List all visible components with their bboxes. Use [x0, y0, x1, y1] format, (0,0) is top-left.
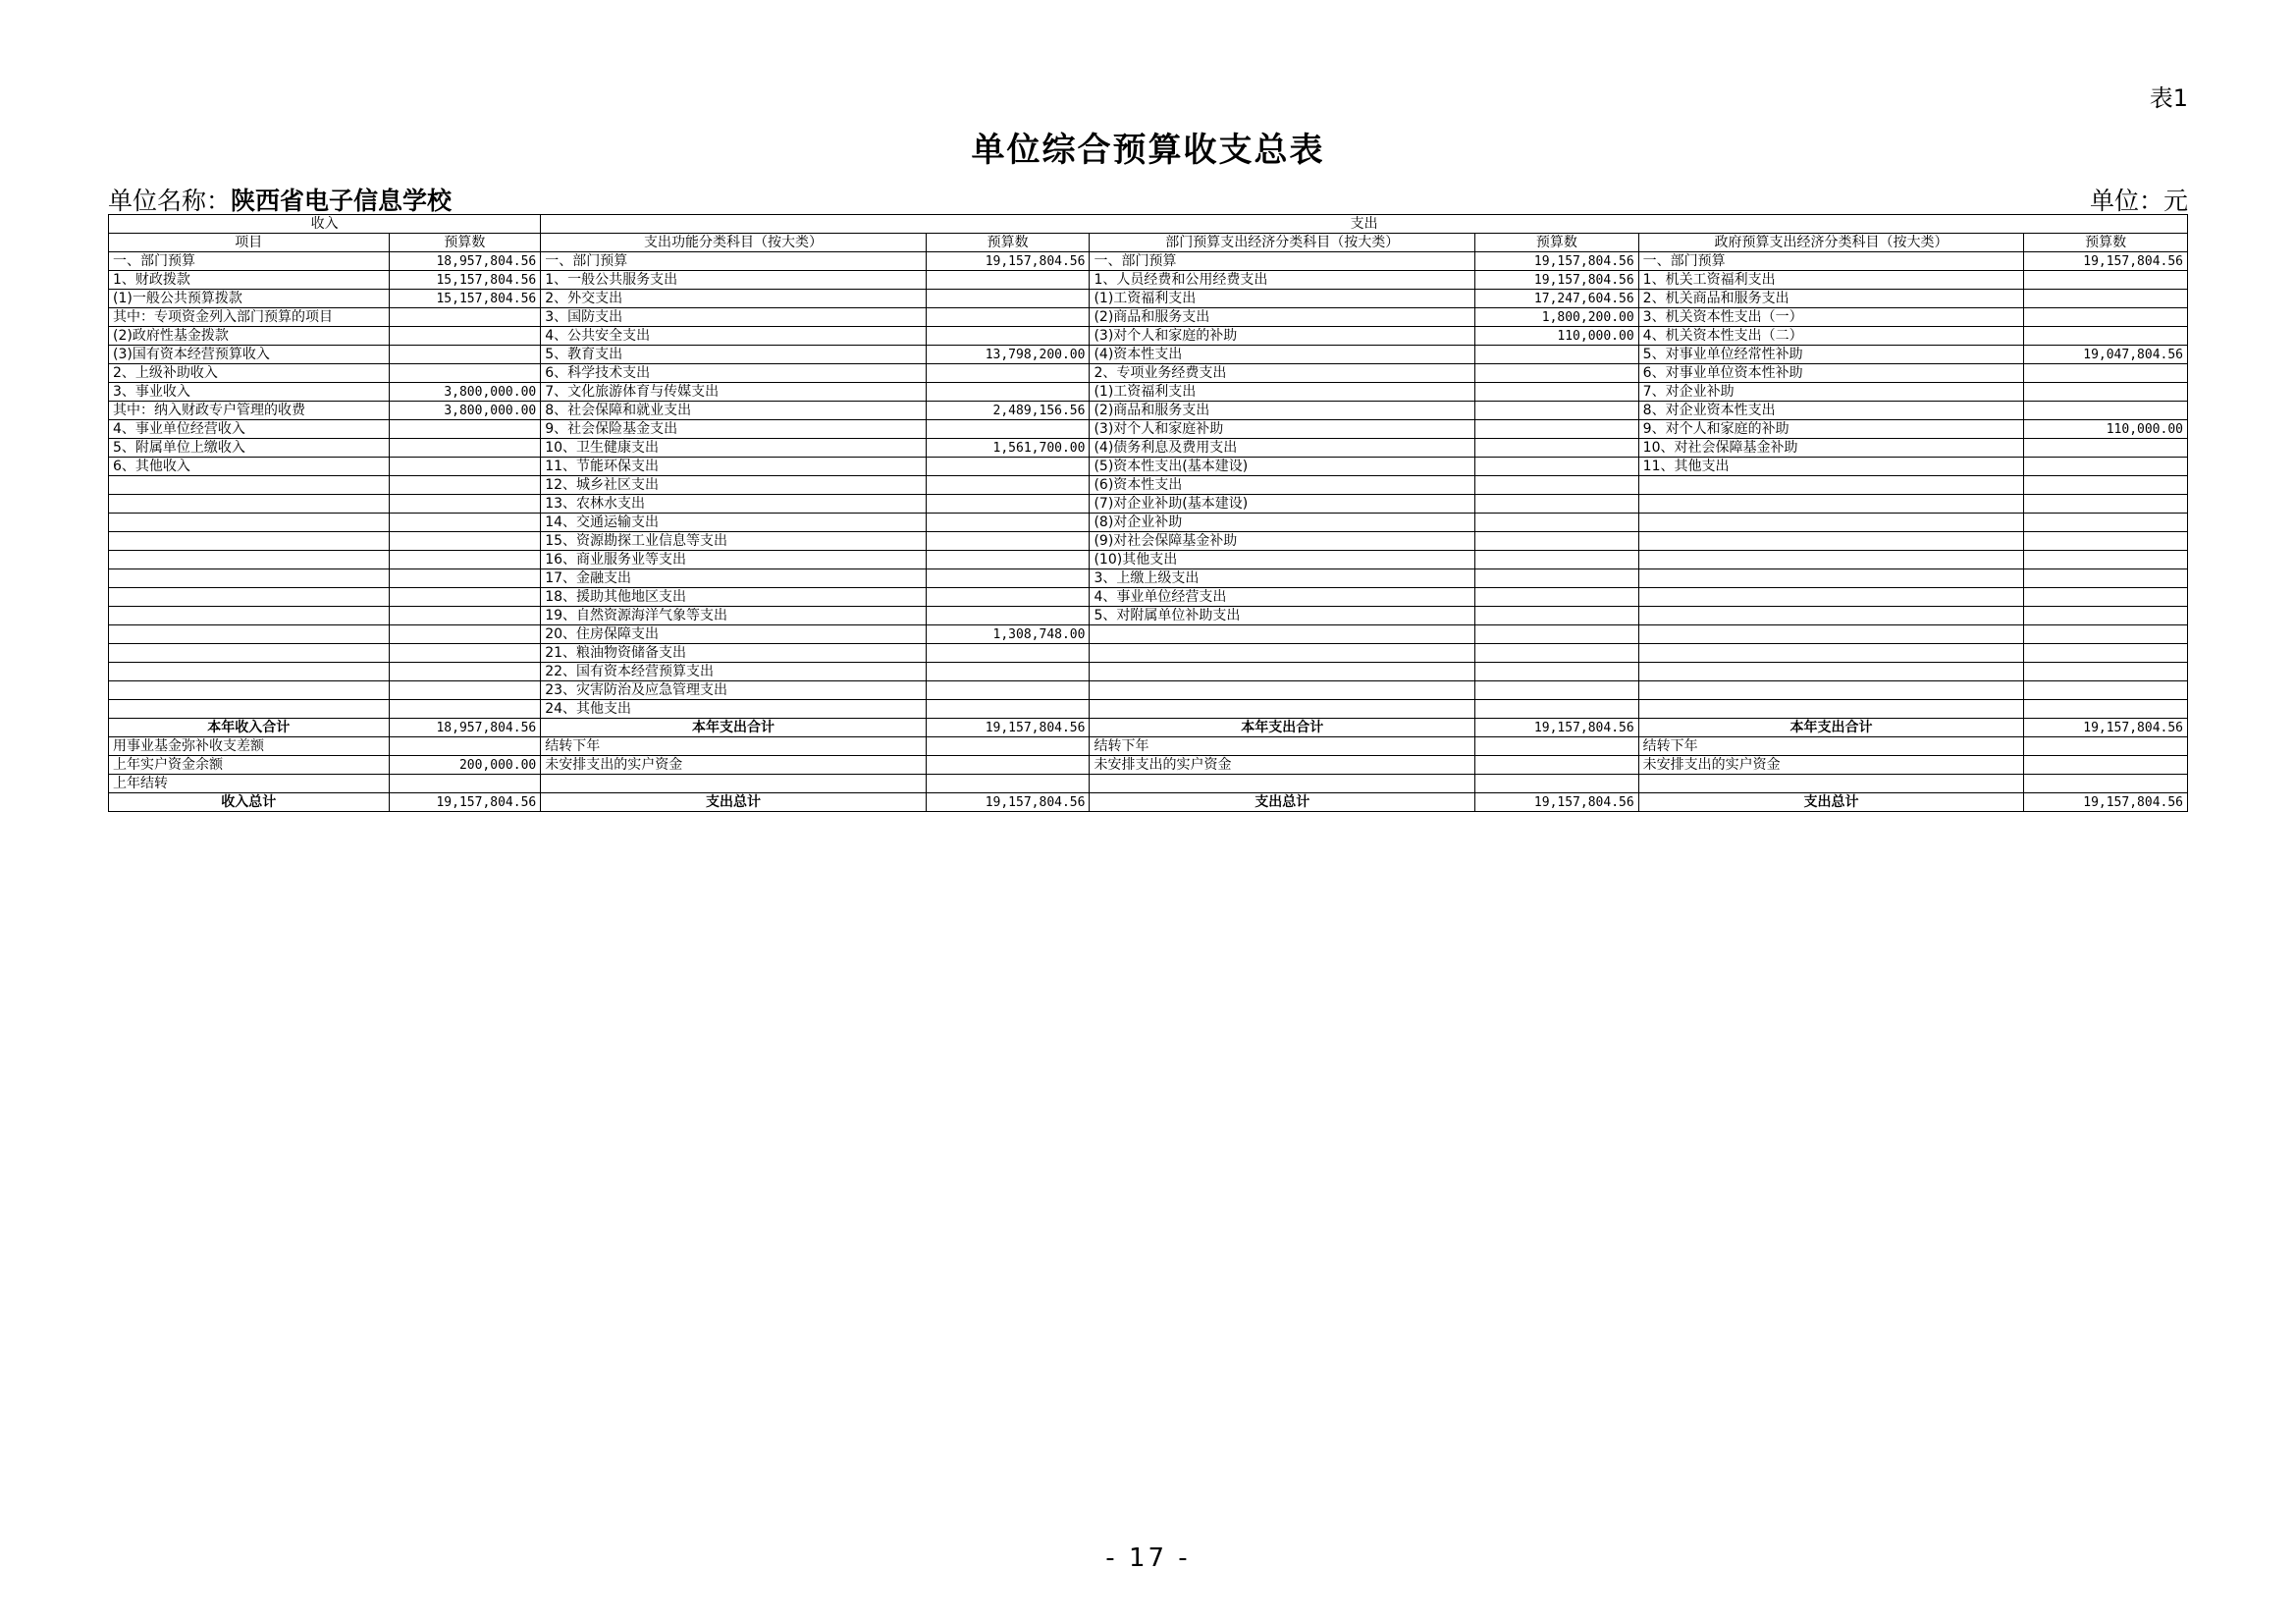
cell-income-label: [109, 514, 390, 532]
unit-name-block: [108, 182, 452, 217]
cell-gov-value: 110,000.00: [2024, 420, 2188, 439]
cell-func-label: 2、外交支出: [541, 290, 927, 308]
cell-gov-label: 2、机关商品和服务支出: [1638, 290, 2024, 308]
cell-dept-value: 17,247,604.56: [1475, 290, 1639, 308]
cell-income-value: [389, 476, 541, 495]
cell-dept-label: (4)债务利息及费用支出: [1090, 439, 1475, 458]
cell-func-label: 7、文化旅游体育与传媒支出: [541, 383, 927, 402]
cell-func-value: [926, 569, 1090, 588]
cell-income-value: [389, 644, 541, 663]
cell-income-value: [389, 346, 541, 364]
tail-func-label: [541, 775, 927, 793]
cell-income-value: [389, 514, 541, 532]
table-tail-row: [109, 756, 2188, 775]
table-row: [109, 271, 2188, 290]
page-title: 单位综合预算收支总表: [971, 131, 1325, 170]
cell-income-value: [389, 588, 541, 607]
tail-dept-value: [1475, 775, 1639, 793]
cell-income-value: [389, 551, 541, 569]
cell-gov-value: [2024, 588, 2188, 607]
cell-func-value: [926, 551, 1090, 569]
tail-func-value: [926, 737, 1090, 756]
cell-income-value: [389, 663, 541, 681]
cell-gov-label: [1638, 495, 2024, 514]
table-total-row: [109, 793, 2188, 812]
cell-gov-value: [2024, 569, 2188, 588]
cell-dept-value: [1475, 625, 1639, 644]
cell-gov-value: [2024, 495, 2188, 514]
cell-func-label: 12、城乡社区支出: [541, 476, 927, 495]
cell-gov-value: [2024, 551, 2188, 569]
cell-func-value: [926, 607, 1090, 625]
cell-income-label: (2)政府性基金拨款: [109, 327, 390, 346]
cell-dept-label: 4、事业单位经营支出: [1090, 588, 1475, 607]
table-row: [109, 551, 2188, 569]
cell-func-label: 18、援助其他地区支出: [541, 588, 927, 607]
table-row: [109, 308, 2188, 327]
cell-func-value: [926, 364, 1090, 383]
cell-func-label: 9、社会保险基金支出: [541, 420, 927, 439]
cell-gov-label: [1638, 700, 2024, 719]
page-number: - 17 -: [1105, 1543, 1191, 1573]
tail-dept-value: [1475, 756, 1639, 775]
cell-dept-value: [1475, 644, 1639, 663]
cell-income-label: 2、上级补助收入: [109, 364, 390, 383]
cell-gov-value: [2024, 364, 2188, 383]
table-row: [109, 681, 2188, 700]
cell-func-label: 22、国有资本经营预算支出: [541, 663, 927, 681]
tail-income-label: 上年结转: [109, 775, 390, 793]
cell-gov-label: 8、对企业资本性支出: [1638, 402, 2024, 420]
cell-dept-value: [1475, 569, 1639, 588]
cell-gov-label: 9、对个人和家庭的补助: [1638, 420, 2024, 439]
cell-func-value: [926, 271, 1090, 290]
cell-dept-value: [1475, 439, 1639, 458]
table-row: [109, 458, 2188, 476]
cell-dept-label: 5、对附属单位补助支出: [1090, 607, 1475, 625]
cell-dept-value: [1475, 346, 1639, 364]
tail-func-value: [926, 756, 1090, 775]
cell-func-value: [926, 644, 1090, 663]
cell-dept-label: 1、人员经费和公用经费支出: [1090, 271, 1475, 290]
total-gov-value: 19,157,804.56: [2024, 793, 2188, 812]
cell-income-value: [389, 569, 541, 588]
cell-income-label: 其中：专项资金列入部门预算的项目: [109, 308, 390, 327]
cell-dept-value: [1475, 420, 1639, 439]
cell-func-value: [926, 420, 1090, 439]
tail-income-value: 200,000.00: [389, 756, 541, 775]
unit-name-label: 单位名称：: [108, 187, 232, 215]
cell-func-label: 5、教育支出: [541, 346, 927, 364]
table-row: [109, 420, 2188, 439]
sheet-label: 表1: [2149, 84, 2188, 112]
cell-income-label: [109, 625, 390, 644]
tail-gov-label: 结转下年: [1638, 737, 2024, 756]
cell-func-label: 20、住房保障支出: [541, 625, 927, 644]
cell-gov-label: [1638, 681, 2024, 700]
total-income-value: 19,157,804.56: [389, 793, 541, 812]
unit-name-value: 陕西省电子信息学校: [231, 187, 453, 215]
table-row: [109, 327, 2188, 346]
table-column-header-row: [109, 234, 2188, 252]
cell-dept-label: [1090, 700, 1475, 719]
cell-func-label: 11、节能环保支出: [541, 458, 927, 476]
cell-gov-label: 一、部门预算: [1638, 252, 2024, 271]
cell-dept-label: [1090, 625, 1475, 644]
cell-dept-value: [1475, 402, 1639, 420]
cell-dept-value: [1475, 514, 1639, 532]
table-row: [109, 290, 2188, 308]
table-row: [109, 364, 2188, 383]
subtotal-func-label: 本年支出合计: [541, 719, 927, 737]
table-row: [109, 625, 2188, 644]
cell-func-value: [926, 327, 1090, 346]
cell-gov-value: [2024, 308, 2188, 327]
cell-func-value: [926, 290, 1090, 308]
cell-income-value: [389, 495, 541, 514]
header-func-item: 支出功能分类科目（按大类）: [541, 234, 927, 252]
cell-income-value: [389, 700, 541, 719]
header-gov-econ-budget: 预算数: [2024, 234, 2188, 252]
cell-gov-label: 11、其他支出: [1638, 458, 2024, 476]
cell-income-value: 15,157,804.56: [389, 271, 541, 290]
table-row: [109, 607, 2188, 625]
cell-dept-label: (10)其他支出: [1090, 551, 1475, 569]
cell-dept-value: [1475, 663, 1639, 681]
cell-func-label: 6、科学技术支出: [541, 364, 927, 383]
header-income-group: 收入: [109, 215, 541, 234]
table-tail-row: [109, 737, 2188, 756]
table-row: [109, 495, 2188, 514]
header-income-item: 项目: [109, 234, 390, 252]
cell-gov-value: [2024, 663, 2188, 681]
cell-gov-label: 10、对社会保障基金补助: [1638, 439, 2024, 458]
cell-income-label: [109, 700, 390, 719]
cell-func-label: 14、交通运输支出: [541, 514, 927, 532]
tail-income-label: 用事业基金弥补收支差额: [109, 737, 390, 756]
cell-dept-value: [1475, 495, 1639, 514]
cell-income-value: [389, 681, 541, 700]
cell-dept-value: 19,157,804.56: [1475, 271, 1639, 290]
cell-income-label: 5、附属单位上缴收入: [109, 439, 390, 458]
cell-dept-value: [1475, 700, 1639, 719]
cell-func-label: 24、其他支出: [541, 700, 927, 719]
table-row: [109, 532, 2188, 551]
cell-gov-label: [1638, 569, 2024, 588]
cell-func-value: 1,561,700.00: [926, 439, 1090, 458]
cell-gov-value: [2024, 625, 2188, 644]
cell-income-value: [389, 308, 541, 327]
table-row: [109, 588, 2188, 607]
table-header: [109, 215, 2188, 252]
cell-gov-label: 5、对事业单位经常性补助: [1638, 346, 2024, 364]
cell-gov-label: 3、机关资本性支出（一）: [1638, 308, 2024, 327]
cell-func-value: 1,308,748.00: [926, 625, 1090, 644]
cell-dept-value: [1475, 588, 1639, 607]
tail-gov-value: [2024, 756, 2188, 775]
cell-dept-label: (4)资本性支出: [1090, 346, 1475, 364]
cell-func-label: 3、国防支出: [541, 308, 927, 327]
table-row: [109, 476, 2188, 495]
cell-dept-value: [1475, 607, 1639, 625]
cell-gov-label: [1638, 532, 2024, 551]
document-meta: [108, 182, 2188, 217]
cell-income-value: [389, 458, 541, 476]
cell-dept-label: (3)对个人和家庭的补助: [1090, 327, 1475, 346]
cell-gov-label: 1、机关工资福利支出: [1638, 271, 2024, 290]
cell-income-label: [109, 569, 390, 588]
table-row: [109, 663, 2188, 681]
cell-func-label: 21、粮油物资储备支出: [541, 644, 927, 663]
cell-func-label: 23、灾害防治及应急管理支出: [541, 681, 927, 700]
subtotal-func-value: 19,157,804.56: [926, 719, 1090, 737]
cell-gov-label: [1638, 607, 2024, 625]
total-func-value: 19,157,804.56: [926, 793, 1090, 812]
cell-gov-value: [2024, 514, 2188, 532]
cell-func-value: [926, 514, 1090, 532]
cell-dept-value: [1475, 458, 1639, 476]
cell-func-value: [926, 458, 1090, 476]
cell-func-value: [926, 588, 1090, 607]
header-dept-econ-budget: 预算数: [1475, 234, 1639, 252]
cell-dept-label: (1)工资福利支出: [1090, 290, 1475, 308]
cell-func-label: 15、资源勘探工业信息等支出: [541, 532, 927, 551]
table-tail-row: [109, 775, 2188, 793]
cell-func-value: [926, 476, 1090, 495]
cell-func-value: [926, 495, 1090, 514]
tail-gov-value: [2024, 737, 2188, 756]
table-row: [109, 402, 2188, 420]
cell-func-label: 10、卫生健康支出: [541, 439, 927, 458]
cell-income-label: [109, 644, 390, 663]
cell-dept-label: (8)对企业补助: [1090, 514, 1475, 532]
cell-dept-label: [1090, 644, 1475, 663]
cell-dept-label: (2)商品和服务支出: [1090, 402, 1475, 420]
header-dept-econ-item: 部门预算支出经济分类科目（按大类）: [1090, 234, 1475, 252]
cell-income-label: (3)国有资本经营预算收入: [109, 346, 390, 364]
cell-gov-value: 19,047,804.56: [2024, 346, 2188, 364]
tail-dept-label: 未安排支出的实户资金: [1090, 756, 1475, 775]
cell-gov-value: [2024, 644, 2188, 663]
tail-gov-label: [1638, 775, 2024, 793]
subtotal-dept-value: 19,157,804.56: [1475, 719, 1639, 737]
tail-gov-value: [2024, 775, 2188, 793]
cell-gov-value: [2024, 271, 2188, 290]
cell-income-label: [109, 607, 390, 625]
cell-dept-value: [1475, 681, 1639, 700]
cell-func-value: [926, 383, 1090, 402]
cell-gov-label: [1638, 514, 2024, 532]
cell-dept-value: [1475, 476, 1639, 495]
tail-income-label: 上年实户资金余额: [109, 756, 390, 775]
cell-dept-label: [1090, 663, 1475, 681]
cell-income-label: [109, 495, 390, 514]
cell-income-value: [389, 327, 541, 346]
total-dept-label: 支出总计: [1090, 793, 1475, 812]
cell-gov-label: [1638, 476, 2024, 495]
cell-income-value: [389, 364, 541, 383]
tail-income-value: [389, 775, 541, 793]
cell-dept-label: (7)对企业补助(基本建设): [1090, 495, 1475, 514]
cell-income-label: (1)一般公共预算拨款: [109, 290, 390, 308]
cell-income-label: 1、财政拨款: [109, 271, 390, 290]
tail-func-label: 未安排支出的实户资金: [541, 756, 927, 775]
cell-gov-label: 7、对企业补助: [1638, 383, 2024, 402]
subtotal-gov-value: 19,157,804.56: [2024, 719, 2188, 737]
table-row: [109, 700, 2188, 719]
cell-gov-label: [1638, 625, 2024, 644]
cell-gov-label: [1638, 551, 2024, 569]
cell-income-label: [109, 532, 390, 551]
table-body: [109, 252, 2188, 812]
cell-func-label: 4、公共安全支出: [541, 327, 927, 346]
header-expense-group: 支出: [541, 215, 2188, 234]
header-gov-econ-item: 政府预算支出经济分类科目（按大类）: [1638, 234, 2024, 252]
subtotal-gov-label: 本年支出合计: [1638, 719, 2024, 737]
cell-income-value: [389, 607, 541, 625]
cell-gov-label: [1638, 644, 2024, 663]
cell-income-label: [109, 588, 390, 607]
cell-func-value: [926, 663, 1090, 681]
cell-income-value: [389, 532, 541, 551]
tail-dept-label: [1090, 775, 1475, 793]
cell-gov-value: [2024, 383, 2188, 402]
subtotal-income-value: 18,957,804.56: [389, 719, 541, 737]
cell-func-label: 17、金融支出: [541, 569, 927, 588]
cell-gov-value: [2024, 700, 2188, 719]
cell-dept-label: (5)资本性支出(基本建设): [1090, 458, 1475, 476]
cell-income-value: [389, 420, 541, 439]
cell-gov-label: 6、对事业单位资本性补助: [1638, 364, 2024, 383]
cell-gov-label: 4、机关资本性支出（二）: [1638, 327, 2024, 346]
cell-dept-label: [1090, 681, 1475, 700]
cell-func-value: [926, 308, 1090, 327]
cell-gov-value: [2024, 458, 2188, 476]
cell-income-label: [109, 681, 390, 700]
cell-income-label: 6、其他收入: [109, 458, 390, 476]
cell-gov-value: [2024, 439, 2188, 458]
tail-func-value: [926, 775, 1090, 793]
cell-gov-value: 19,157,804.56: [2024, 252, 2188, 271]
total-income-label: 收入总计: [109, 793, 390, 812]
table-row: [109, 569, 2188, 588]
cell-gov-label: [1638, 588, 2024, 607]
table-subtotal-row: [109, 719, 2188, 737]
cell-func-value: [926, 700, 1090, 719]
tail-dept-value: [1475, 737, 1639, 756]
cell-income-value: 3,800,000.00: [389, 383, 541, 402]
cell-dept-label: (6)资本性支出: [1090, 476, 1475, 495]
cell-func-value: 13,798,200.00: [926, 346, 1090, 364]
cell-income-value: 3,800,000.00: [389, 402, 541, 420]
cell-func-label: 8、社会保障和就业支出: [541, 402, 927, 420]
cell-gov-value: [2024, 402, 2188, 420]
subtotal-dept-label: 本年支出合计: [1090, 719, 1475, 737]
table-row: [109, 439, 2188, 458]
cell-dept-label: (1)工资福利支出: [1090, 383, 1475, 402]
cell-income-label: 3、事业收入: [109, 383, 390, 402]
cell-dept-label: (3)对个人和家庭补助: [1090, 420, 1475, 439]
budget-table: [108, 214, 2188, 812]
cell-func-label: 19、自然资源海洋气象等支出: [541, 607, 927, 625]
cell-func-value: 19,157,804.56: [926, 252, 1090, 271]
cell-income-value: 15,157,804.56: [389, 290, 541, 308]
tail-gov-label: 未安排支出的实户资金: [1638, 756, 2024, 775]
cell-dept-value: [1475, 551, 1639, 569]
header-func-budget: 预算数: [926, 234, 1090, 252]
cell-dept-label: (9)对社会保障基金补助: [1090, 532, 1475, 551]
cell-income-label: [109, 663, 390, 681]
header-income-budget: 预算数: [389, 234, 541, 252]
cell-dept-value: [1475, 532, 1639, 551]
cell-gov-label: [1638, 663, 2024, 681]
cell-income-value: [389, 439, 541, 458]
cell-income-value: 18,957,804.56: [389, 252, 541, 271]
table-row: [109, 252, 2188, 271]
cell-func-label: 13、农林水支出: [541, 495, 927, 514]
total-gov-label: 支出总计: [1638, 793, 2024, 812]
cell-income-value: [389, 625, 541, 644]
currency-label: 单位：元: [2089, 187, 2188, 215]
cell-dept-value: 19,157,804.56: [1475, 252, 1639, 271]
table-row: [109, 383, 2188, 402]
table-group-header-row: [109, 215, 2188, 234]
table-row: [109, 514, 2188, 532]
subtotal-income-label: 本年收入合计: [109, 719, 390, 737]
cell-income-label: 4、事业单位经营收入: [109, 420, 390, 439]
cell-income-label: 一、部门预算: [109, 252, 390, 271]
cell-dept-label: (2)商品和服务支出: [1090, 308, 1475, 327]
tail-func-label: 结转下年: [541, 737, 927, 756]
cell-gov-value: [2024, 681, 2188, 700]
table-row: [109, 346, 2188, 364]
cell-dept-label: 2、专项业务经费支出: [1090, 364, 1475, 383]
cell-gov-value: [2024, 327, 2188, 346]
cell-income-label: [109, 551, 390, 569]
cell-gov-value: [2024, 607, 2188, 625]
cell-income-label: 其中：纳入财政专户管理的收费: [109, 402, 390, 420]
cell-gov-value: [2024, 532, 2188, 551]
cell-func-label: 16、商业服务业等支出: [541, 551, 927, 569]
cell-func-label: 1、一般公共服务支出: [541, 271, 927, 290]
cell-gov-value: [2024, 476, 2188, 495]
cell-dept-value: 1,800,200.00: [1475, 308, 1639, 327]
cell-income-label: [109, 476, 390, 495]
total-dept-value: 19,157,804.56: [1475, 793, 1639, 812]
tail-income-value: [389, 737, 541, 756]
cell-func-value: [926, 532, 1090, 551]
cell-dept-value: [1475, 383, 1639, 402]
cell-func-value: [926, 681, 1090, 700]
total-func-label: 支出总计: [541, 793, 927, 812]
cell-func-value: 2,489,156.56: [926, 402, 1090, 420]
cell-gov-value: [2024, 290, 2188, 308]
cell-dept-value: 110,000.00: [1475, 327, 1639, 346]
cell-func-label: 一、部门预算: [541, 252, 927, 271]
cell-dept-value: [1475, 364, 1639, 383]
tail-dept-label: 结转下年: [1090, 737, 1475, 756]
table-row: [109, 644, 2188, 663]
cell-dept-label: 一、部门预算: [1090, 252, 1475, 271]
cell-dept-label: 3、上缴上级支出: [1090, 569, 1475, 588]
